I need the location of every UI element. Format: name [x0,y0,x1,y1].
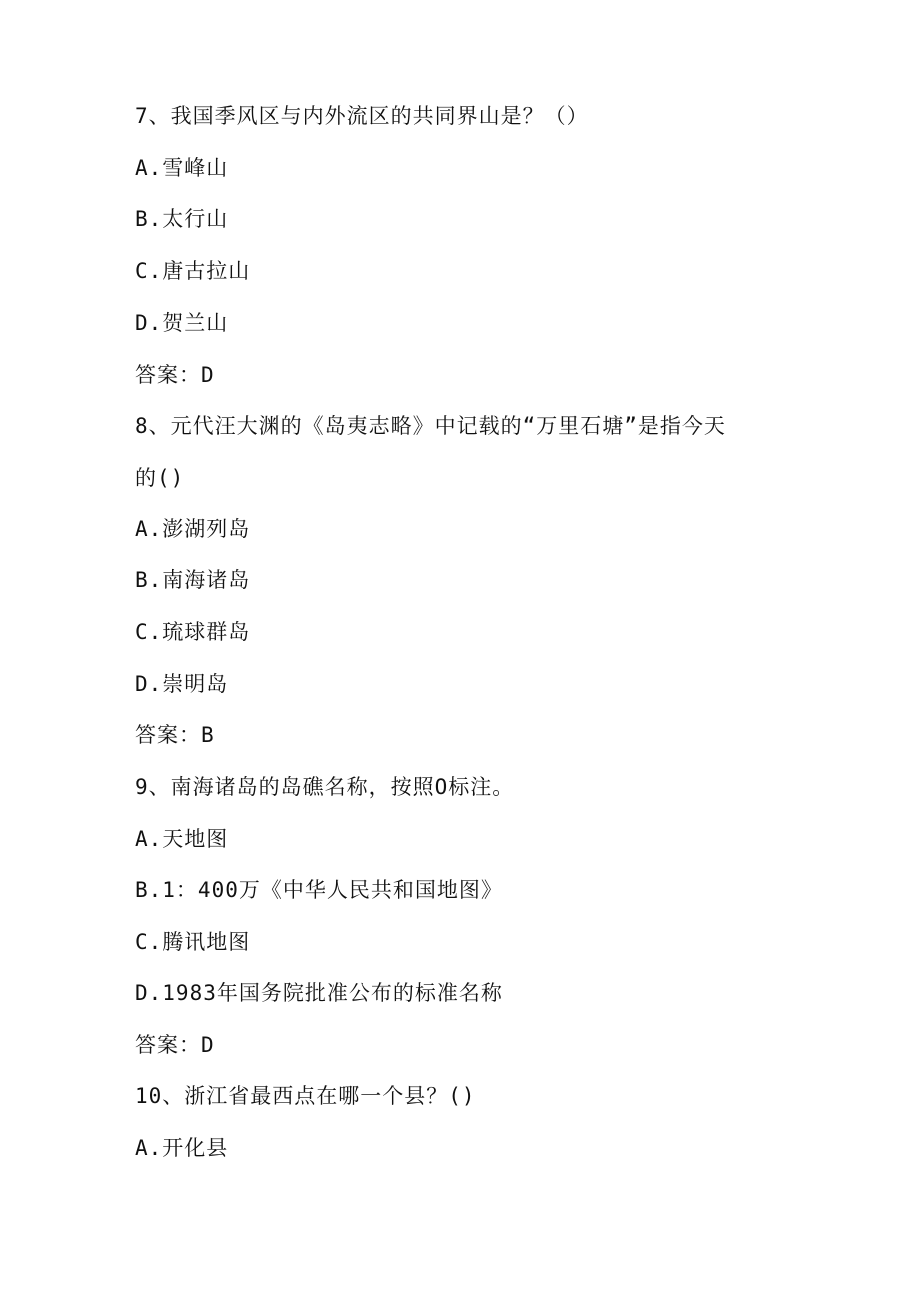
question-9-option-a: A.天地图 [135,827,229,851]
question-9-text: 9、南海诸岛的岛礁名称，按照O标注。 [135,775,515,799]
question-8-option-c: C.琉球群岛 [135,620,251,644]
question-8-text-continued: 的() [135,466,185,490]
question-7-option-c: C.唐古拉山 [135,259,251,283]
question-9-option-d: D.1983年国务院批准公布的标准名称 [135,981,503,1005]
question-7-option-d: D.贺兰山 [135,311,229,335]
question-8-text: 8、元代汪大渊的《岛夷志略》中记载的“万里石塘”是指今天 [135,414,726,438]
question-7-text: 7、我国季风区与内外流区的共同界山是？（） [135,104,589,128]
question-9-option-b: B.1：400万《中华人民共和国地图》 [135,878,503,902]
question-9-answer: 答案：D [135,1033,215,1057]
question-7-option-a: A.雪峰山 [135,156,229,180]
question-7-answer: 答案：D [135,363,215,387]
question-10-option-a: A.开化县 [135,1136,229,1160]
question-9-option-c: C.腾讯地图 [135,930,251,954]
question-8-option-b: B.南海诸岛 [135,568,251,592]
question-10-text: 10、浙江省最西点在哪一个县？() [135,1084,476,1108]
question-7-option-b: B.太行山 [135,207,229,231]
question-8-option-a: A.澎湖列岛 [135,517,251,541]
question-8-option-d: D.崇明岛 [135,672,229,696]
question-8-answer: 答案：B [135,723,215,747]
